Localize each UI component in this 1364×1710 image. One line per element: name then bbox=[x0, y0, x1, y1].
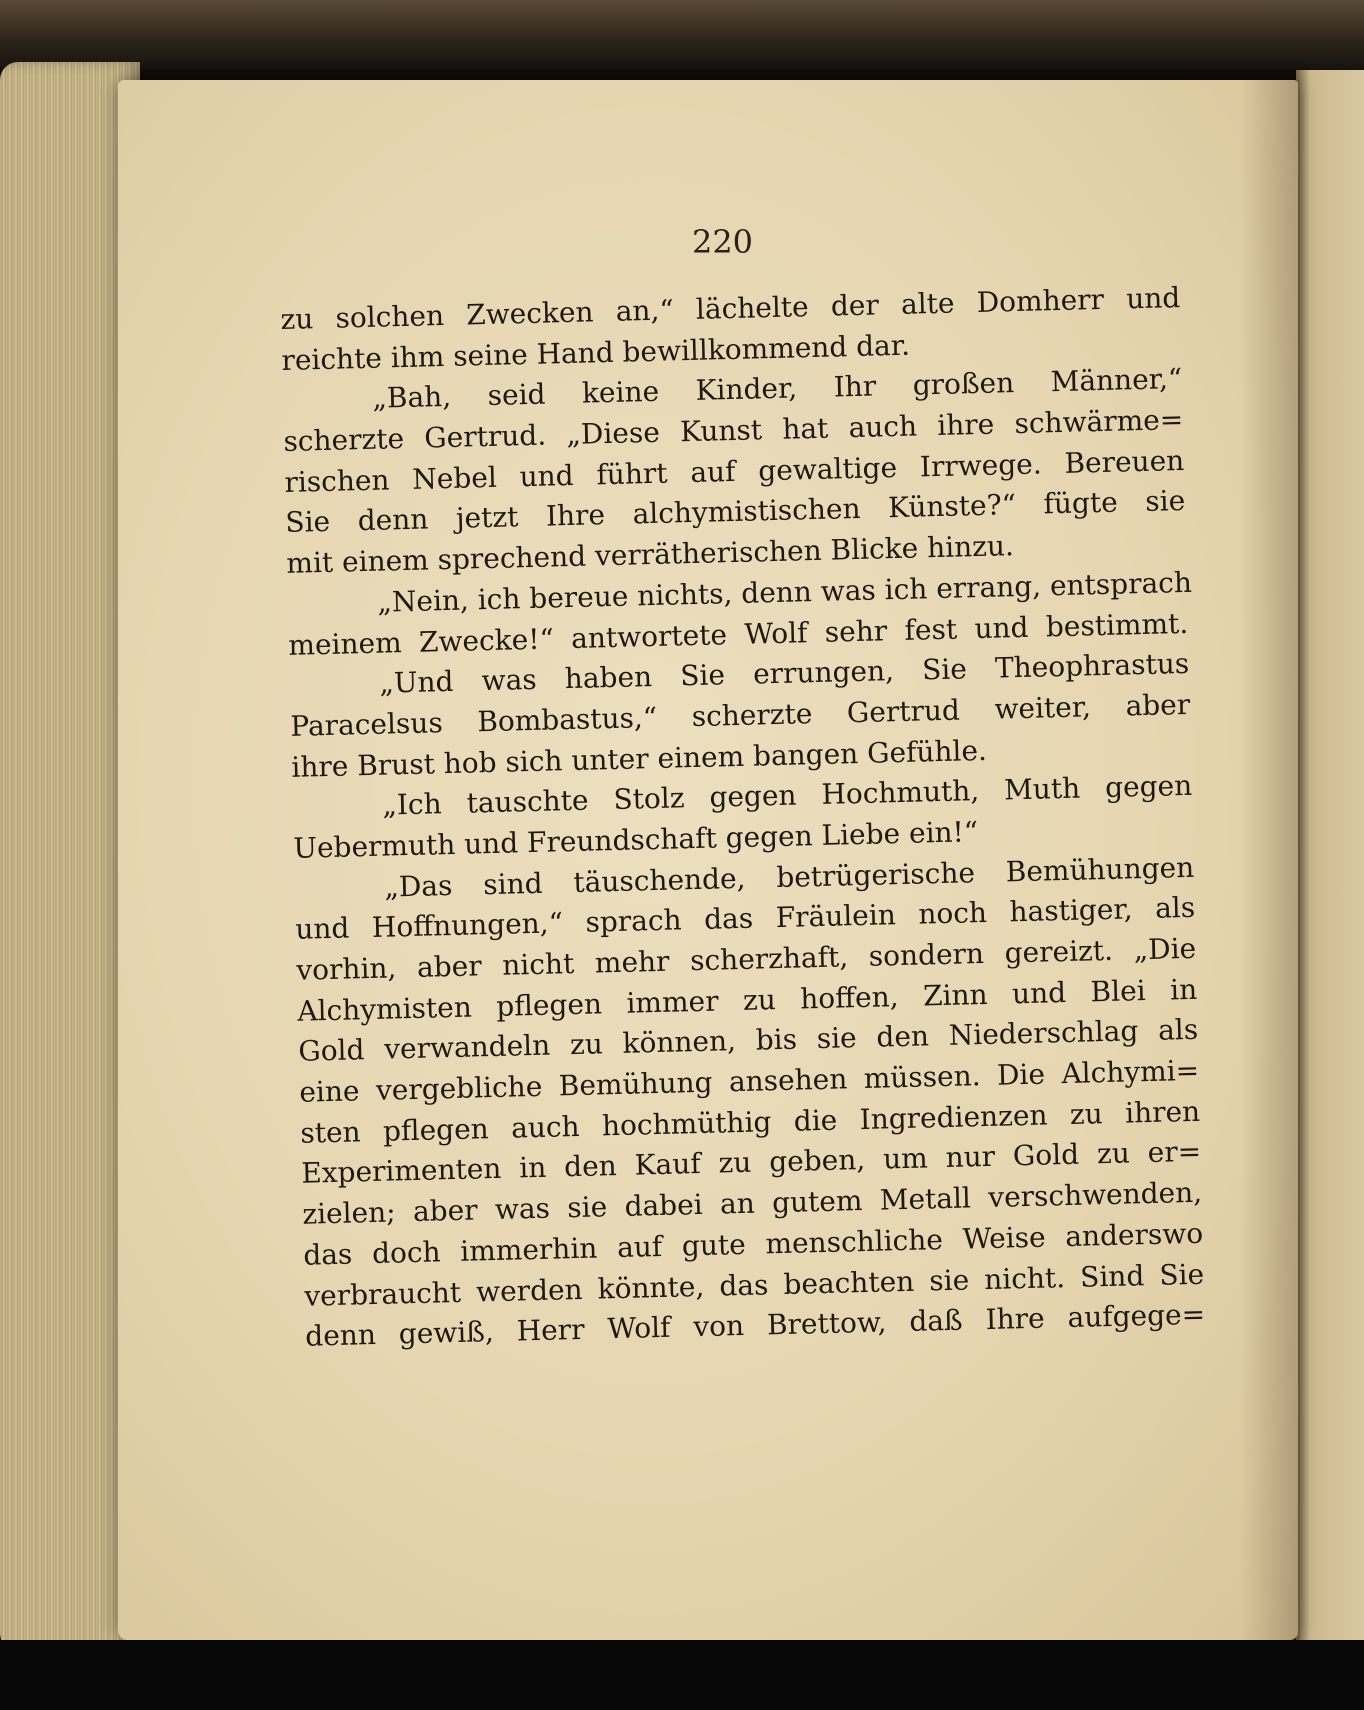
text-line: Experimenten in den Kauf zu geben, um nur Gold zu er= bbox=[300, 1135, 1202, 1191]
gutter-shadow bbox=[1240, 80, 1300, 1640]
text-line: das doch immerhin auf gute menschliche Weise anderswo bbox=[302, 1216, 1204, 1272]
text-line: „Und was haben Sie errungen, Sie Theophrastus bbox=[378, 647, 1190, 700]
text-line: zu solchen Zwecken an,“ lächelte der alte Domherr und bbox=[280, 281, 1181, 336]
text-line: eine vergebliche Bemühung ansehen müssen. Die Alchymi= bbox=[298, 1053, 1200, 1109]
body-text bbox=[280, 278, 1206, 1358]
book-binding-top bbox=[0, 0, 1364, 70]
text-line: verbraucht werden könnte, das beachten sie nicht. Sind Sie bbox=[303, 1257, 1205, 1313]
text-line: meinem Zwecke!“ antwortete Wolf sehr fest und bestimmt. bbox=[288, 606, 1189, 662]
text-line: „Ich tauschte Stolz gegen Hochmuth, Muth gegen bbox=[381, 769, 1193, 822]
page-number: 220 bbox=[691, 223, 754, 261]
background-surface bbox=[0, 1640, 1364, 1710]
text-line: „Nein, ich bereue nichts, denn was ich errang, entsprach bbox=[377, 565, 1193, 619]
text-line: Alchymisten pflegen immer zu hoffen, Zinn und Blei in bbox=[296, 972, 1198, 1028]
text-line: vorhin, aber nicht mehr scherzhaft, sondern gereizt. „Die bbox=[295, 931, 1197, 987]
text-line: ihre Brust hob sich unter einem bangen Gefühle. bbox=[291, 733, 988, 784]
text-line: denn gewiß, Herr Wolf von Brettow, daß Ihre aufgege= bbox=[304, 1297, 1206, 1353]
text-line: mit einem sprechend verrätherischen Blicke hinzu. bbox=[286, 529, 1015, 581]
text-line: scherzte Gertrud. „Diese Kunst hat auch ihre schwärme= bbox=[283, 403, 1184, 459]
text-line: reichte ihm seine Hand bewillkommend dar. bbox=[281, 328, 911, 377]
text-line: rischen Nebel und führt auf gewaltige Irrwege. Bereuen bbox=[284, 443, 1185, 499]
text-line: und Hoffnungen,“ sprach das Fräulein noch hastiger, als bbox=[294, 891, 1196, 947]
text-line: Paracelsus Bombastus,“ scherzte Gertrud weiter, aber bbox=[290, 687, 1191, 743]
text-line: „Das sind täuschende, betrügerische Bemühungen bbox=[383, 850, 1195, 904]
text-line: sten pflegen auch hochmüthig die Ingredienzen zu ihren bbox=[299, 1094, 1201, 1150]
facing-page-edge bbox=[1296, 70, 1364, 1640]
text-line: zielen; aber was sie dabei an gutem Metall verschwenden, bbox=[301, 1175, 1203, 1231]
text-line: Gold verwandeln zu können, bis sie den Niederschlag als bbox=[297, 1013, 1199, 1069]
text-line: „Bah, seid keine Kinder, Ihr großen Männer,“ bbox=[372, 362, 1183, 416]
text-line: Sie denn jetzt Ihre alchymistischen Künste?“ fügte sie bbox=[285, 484, 1186, 540]
text-line: Uebermuth und Freundschaft gegen Liebe ein!“ bbox=[292, 815, 979, 865]
